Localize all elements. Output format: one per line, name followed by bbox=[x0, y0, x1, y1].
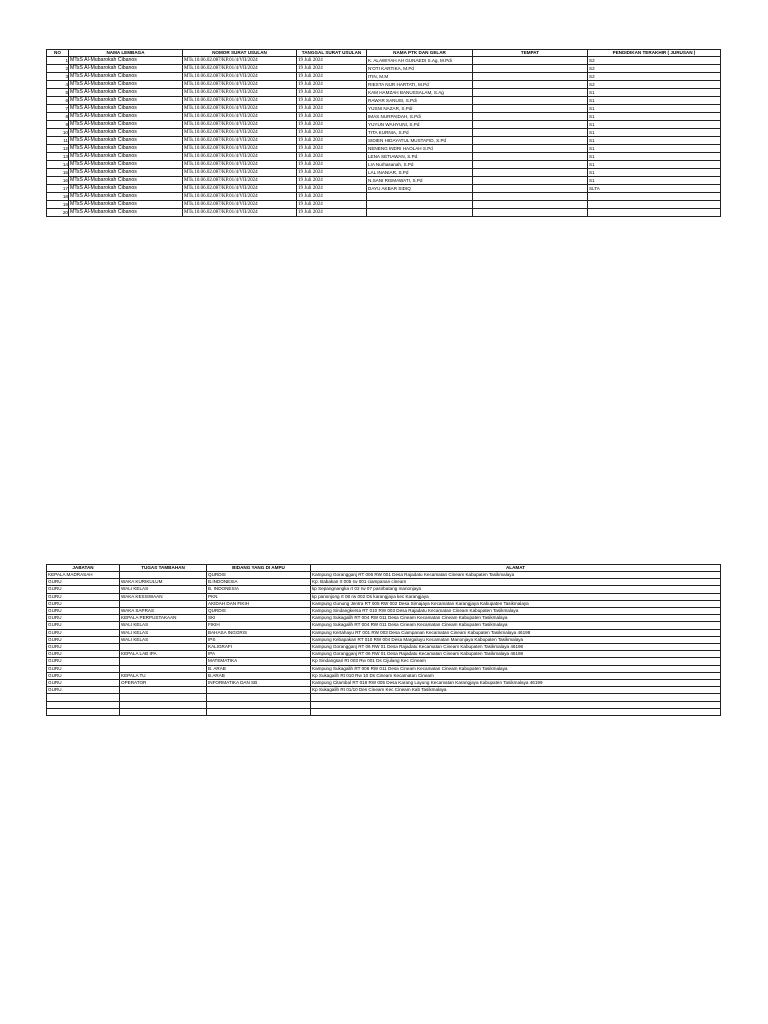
cell-tugas-tambahan: WAKA SAPRAS bbox=[120, 608, 207, 615]
cell-no: 10 bbox=[47, 129, 69, 137]
cell-nama-lembaga: MTsS Al-Mubarokah Cibanos bbox=[69, 137, 183, 145]
cell-jabatan bbox=[47, 694, 120, 701]
cell-jabatan: GURU bbox=[47, 629, 120, 636]
col-header-bidang: BIDANG YANG DI AMPU bbox=[207, 565, 311, 572]
cell-bidang bbox=[207, 701, 311, 708]
ptk-usulan-table bbox=[46, 49, 721, 217]
jabatan-table-body bbox=[47, 572, 721, 716]
table-row bbox=[47, 658, 721, 665]
cell-tugas-tambahan: KEPALA PERPUSTAKAAN bbox=[120, 615, 207, 622]
col-header-tempat: TEMPAT bbox=[473, 50, 588, 57]
cell-nama-ptk: YUSNI NAZAR, S.Pdi bbox=[367, 105, 473, 113]
table-row bbox=[47, 572, 721, 579]
col-header-alamat: ALAMAT bbox=[311, 565, 721, 572]
cell-nomor-surat: MTs.10.06.02.087/KP.01/4/VII/2024 bbox=[183, 113, 297, 121]
cell-nomor-surat: MTs.10.06.02.087/KP.01/4/VII/2024 bbox=[183, 185, 297, 193]
cell-nama-ptk: RIESTA NUR HARTATI, M.Pd bbox=[367, 81, 473, 89]
table-row bbox=[47, 145, 721, 153]
cell-tempat bbox=[473, 201, 588, 209]
col-header-nomor-surat: NOMOR SURAT USULAN bbox=[183, 50, 297, 57]
cell-nama-lembaga: MTsS Al-Mubarokah Cibanos bbox=[69, 105, 183, 113]
table-row bbox=[47, 644, 721, 651]
cell-no: 15 bbox=[47, 169, 69, 177]
cell-tanggal-surat: 19 Juli 2024 bbox=[297, 161, 367, 169]
cell-tempat bbox=[473, 209, 588, 217]
cell-pendidikan: S1 bbox=[588, 113, 721, 121]
col-header-tanggal-surat: TANGGAL SURAT USULAN bbox=[297, 50, 367, 57]
cell-bidang: IPS bbox=[207, 636, 311, 643]
table-row bbox=[47, 665, 721, 672]
cell-tempat bbox=[473, 105, 588, 113]
table-row bbox=[47, 137, 721, 145]
cell-jabatan: GURU bbox=[47, 658, 120, 665]
cell-tugas-tambahan: WALI KELAS bbox=[120, 586, 207, 593]
cell-tanggal-surat: 19 Juli 2024 bbox=[297, 81, 367, 89]
cell-nomor-surat: MTs.10.06.02.087/KP.01/4/VII/2024 bbox=[183, 89, 297, 97]
cell-jabatan: GURU bbox=[47, 636, 120, 643]
cell-tanggal-surat: 19 Juli 2024 bbox=[297, 169, 367, 177]
cell-bidang: MATEMATIKA bbox=[207, 658, 311, 665]
cell-tugas-tambahan: KEPALA TU bbox=[120, 672, 207, 679]
cell-no: 14 bbox=[47, 161, 69, 169]
cell-pendidikan: S1 bbox=[588, 89, 721, 97]
cell-nama-ptk bbox=[367, 193, 473, 201]
cell-tanggal-surat: 19 Juli 2024 bbox=[297, 73, 367, 81]
cell-jabatan: GURU bbox=[47, 579, 120, 586]
table-row bbox=[47, 65, 721, 73]
cell-tempat bbox=[473, 185, 588, 193]
table-row bbox=[47, 687, 721, 694]
cell-pendidikan: S2 bbox=[588, 65, 721, 73]
table-row bbox=[47, 593, 721, 600]
cell-alamat: Kampung Sukagalih RT 004 RW 011 Desa Cineam Kecamatan Cineam Kabupaten Tasikmalaya bbox=[311, 622, 721, 629]
cell-nomor-surat: MTs.10.06.02.087/KP.01/4/VII/2024 bbox=[183, 129, 297, 137]
table-row bbox=[47, 185, 721, 193]
table-row bbox=[47, 193, 721, 201]
cell-bidang: B.INDONESIA bbox=[207, 579, 311, 586]
cell-no: 7 bbox=[47, 105, 69, 113]
cell-nomor-surat: MTs.10.06.02.087/KP.01/4/VII/2024 bbox=[183, 105, 297, 113]
cell-pendidikan: S1 bbox=[588, 169, 721, 177]
cell-tempat bbox=[473, 193, 588, 201]
cell-bidang: IPA bbox=[207, 651, 311, 658]
cell-no: 12 bbox=[47, 145, 69, 153]
cell-nomor-surat: MTs.10.06.02.087/KP.01/4/VII/2024 bbox=[183, 81, 297, 89]
cell-pendidikan: S1 bbox=[588, 161, 721, 169]
cell-tempat bbox=[473, 169, 588, 177]
cell-tempat bbox=[473, 137, 588, 145]
cell-no: 17 bbox=[47, 185, 69, 193]
cell-nama-lembaga: MTsS Al-Mubarokah Cibanos bbox=[69, 97, 183, 105]
cell-bidang: B. INDONESIA bbox=[207, 586, 311, 593]
cell-tugas-tambahan bbox=[120, 658, 207, 665]
cell-tempat bbox=[473, 57, 588, 65]
cell-nama-ptk bbox=[367, 209, 473, 217]
cell-bidang bbox=[207, 694, 311, 701]
cell-alamat: Kampung Gorangganj RT 006 RW 001 Desa Rajadatu Kecamatan Cineam Kabupaten Tasikmalaya bbox=[311, 572, 721, 579]
cell-tugas-tambahan bbox=[120, 708, 207, 715]
cell-tanggal-surat: 19 Juli 2024 bbox=[297, 121, 367, 129]
cell-tanggal-surat: 19 Juli 2024 bbox=[297, 97, 367, 105]
cell-pendidikan: S1 bbox=[588, 105, 721, 113]
cell-bidang: INFORMATIKA DAN SB bbox=[207, 680, 311, 687]
cell-no: 18 bbox=[47, 193, 69, 201]
table-row bbox=[47, 579, 721, 586]
cell-jabatan: GURU bbox=[47, 593, 120, 600]
cell-pendidikan bbox=[588, 209, 721, 217]
cell-jabatan bbox=[47, 708, 120, 715]
cell-nomor-surat: MTs.10.06.02.087/KP.01/4/VII/2024 bbox=[183, 65, 297, 73]
cell-nama-ptk: NENENG INDRI HAOLAH S.Pd bbox=[367, 145, 473, 153]
cell-tugas-tambahan bbox=[120, 572, 207, 579]
cell-tanggal-surat: 19 Juli 2024 bbox=[297, 193, 367, 201]
cell-tugas-tambahan: OPERATOR bbox=[120, 680, 207, 687]
cell-nomor-surat: MTs.10.06.02.087/KP.01/4/VII/2024 bbox=[183, 161, 297, 169]
cell-nama-lembaga: MTsS Al-Mubarokah Cibanos bbox=[69, 201, 183, 209]
cell-nama-ptk: N.SANI RISMAWATI, S.Pd bbox=[367, 177, 473, 185]
cell-alamat: Kampung Kebapakan RT 010 RW 004 Desa Margaluyu Kecamatan Manonjaya Kabupaten Tasikmalaya bbox=[311, 636, 721, 643]
cell-tanggal-surat: 19 Juli 2024 bbox=[297, 201, 367, 209]
table-row bbox=[47, 672, 721, 679]
cell-no: 11 bbox=[47, 137, 69, 145]
table-row bbox=[47, 113, 721, 121]
cell-bidang: KALIGRAFI bbox=[207, 644, 311, 651]
cell-alamat: Kp Sukagalih Rt 010 Rw 10 Ds Cineam Kecamatan Cineam bbox=[311, 672, 721, 679]
cell-nama-lembaga: MTsS Al-Mubarokah Cibanos bbox=[69, 145, 183, 153]
table-row bbox=[47, 651, 721, 658]
cell-nomor-surat: MTs.10.06.02.087/KP.01/4/VII/2024 bbox=[183, 121, 297, 129]
cell-alamat bbox=[311, 694, 721, 701]
cell-tugas-tambahan: WALI KELAS bbox=[120, 622, 207, 629]
cell-tanggal-surat: 19 Juli 2024 bbox=[297, 129, 367, 137]
table-row bbox=[47, 169, 721, 177]
cell-nama-ptk bbox=[367, 201, 473, 209]
cell-alamat: Kampung Sindangkersa RT 010 RW 003 Desa Rajadatu Kecamatan Cineam Kabupaten Tasikmalaya bbox=[311, 608, 721, 615]
cell-tugas-tambahan bbox=[120, 644, 207, 651]
cell-nama-ptk: KAM HAMZAH BANUSSALAM, S.Ag bbox=[367, 89, 473, 97]
cell-jabatan: GURU bbox=[47, 622, 120, 629]
cell-tanggal-surat: 19 Juli 2024 bbox=[297, 137, 367, 145]
cell-alamat bbox=[311, 708, 721, 715]
cell-no: 4 bbox=[47, 81, 69, 89]
cell-tanggal-surat: 19 Juli 2024 bbox=[297, 185, 367, 193]
cell-nama-lembaga: MTsS Al-Mubarokah Cibanos bbox=[69, 129, 183, 137]
cell-no: 20 bbox=[47, 209, 69, 217]
cell-jabatan: GURU bbox=[47, 644, 120, 651]
cell-bidang: B. ARAB bbox=[207, 665, 311, 672]
cell-nama-lembaga: MTsS Al-Mubarokah Cibanos bbox=[69, 89, 183, 97]
table-row bbox=[47, 694, 721, 701]
table-row bbox=[47, 615, 721, 622]
cell-alamat: Kp Sindangsari Rt 003 Rw 001 Ds Cijulang Kec Cineam bbox=[311, 658, 721, 665]
cell-no: 9 bbox=[47, 121, 69, 129]
cell-nama-lembaga: MTsS Al-Mubarokah Cibanos bbox=[69, 65, 183, 73]
cell-tanggal-surat: 19 Juli 2024 bbox=[297, 105, 367, 113]
cell-bidang: PKN bbox=[207, 593, 311, 600]
cell-jabatan: GURU bbox=[47, 600, 120, 607]
cell-nomor-surat: MTs.10.06.02.087/KP.01/4/VII/2024 bbox=[183, 145, 297, 153]
cell-nama-lembaga: MTsS Al-Mubarokah Cibanos bbox=[69, 121, 183, 129]
cell-tugas-tambahan bbox=[120, 694, 207, 701]
cell-nama-ptk: LENA SETIAWAN, S.Pd bbox=[367, 153, 473, 161]
cell-tempat bbox=[473, 145, 588, 153]
col-header-pendidikan: PENDIDIKAN TERAKHIR ( JURUSAN ) bbox=[588, 50, 721, 57]
cell-tugas-tambahan bbox=[120, 701, 207, 708]
cell-tempat bbox=[473, 73, 588, 81]
cell-nama-lembaga: MTsS Al-Mubarokah Cibanos bbox=[69, 185, 183, 193]
cell-jabatan: GURU bbox=[47, 586, 120, 593]
cell-pendidikan: S2 bbox=[588, 81, 721, 89]
cell-nama-ptk: TITA KURNIA, S.Pd bbox=[367, 129, 473, 137]
cell-nama-ptk: LIA Nurhasanah, S.Pd bbox=[367, 161, 473, 169]
cell-tempat bbox=[473, 113, 588, 121]
table-row bbox=[47, 600, 721, 607]
cell-nama-lembaga: MTsS Al-Mubarokah Cibanos bbox=[69, 81, 183, 89]
cell-no: 13 bbox=[47, 153, 69, 161]
cell-nomor-surat: MTs.10.06.02.087/KP.01/4/VII/2024 bbox=[183, 97, 297, 105]
cell-bidang: SKI bbox=[207, 615, 311, 622]
col-header-nama-lembaga: NAMA LEMBAGA bbox=[69, 50, 183, 57]
cell-no: 3 bbox=[47, 73, 69, 81]
cell-nama-ptk: RAWAR SANUSI, S.Pdi bbox=[367, 97, 473, 105]
cell-no: 8 bbox=[47, 113, 69, 121]
table-row bbox=[47, 622, 721, 629]
table-row bbox=[47, 89, 721, 97]
cell-bidang: QURDIS bbox=[207, 572, 311, 579]
cell-nama-lembaga: MTsS Al-Mubarokah Cibanos bbox=[69, 177, 183, 185]
cell-nama-ptk: SIDIEN HIDAYATUL MUSTAFID, S.Pd bbox=[367, 137, 473, 145]
cell-pendidikan: S2 bbox=[588, 57, 721, 65]
cell-alamat bbox=[311, 701, 721, 708]
cell-alamat: kp Sepangnangka rt 02 rw 07 pasirbatang manonjaya bbox=[311, 586, 721, 593]
cell-pendidikan bbox=[588, 193, 721, 201]
cell-pendidikan: S1 bbox=[588, 97, 721, 105]
cell-tanggal-surat: 19 Juli 2024 bbox=[297, 145, 367, 153]
cell-nama-lembaga: MTsS Al-Mubarokah Cibanos bbox=[69, 169, 183, 177]
cell-alamat: Kampung Sukagalih RT 004 RW 011 Desa Cineam Kecamatan Cineam Kabupaten Tasikmalaya bbox=[311, 615, 721, 622]
cell-bidang: AKIDAH DAN FIKIH bbox=[207, 600, 311, 607]
cell-pendidikan: S1 bbox=[588, 129, 721, 137]
cell-alamat: Kampung Sukagalih RT 006 RW 011 Desa Cineam Kecamatan Cineam Kabupaten Tasikmalaya bbox=[311, 665, 721, 672]
table-row bbox=[47, 680, 721, 687]
cell-tugas-tambahan: WAKA KURIKULUM bbox=[120, 579, 207, 586]
cell-jabatan: GURU bbox=[47, 608, 120, 615]
table-row bbox=[47, 129, 721, 137]
cell-tempat bbox=[473, 89, 588, 97]
table-row bbox=[47, 57, 721, 65]
cell-tanggal-surat: 19 Juli 2024 bbox=[297, 89, 367, 97]
cell-bidang: BAHASA INGGRIS bbox=[207, 629, 311, 636]
cell-tanggal-surat: 19 Juli 2024 bbox=[297, 177, 367, 185]
table-row bbox=[47, 701, 721, 708]
cell-jabatan: GURU bbox=[47, 615, 120, 622]
table-row bbox=[47, 201, 721, 209]
table-header-row bbox=[47, 50, 721, 57]
col-header-no: NO bbox=[47, 50, 69, 57]
cell-no: 19 bbox=[47, 201, 69, 209]
cell-alamat: Kampung Gunung Jentra RT 005 RW 002 Desa Sirnajaya Kecamatan Karangjaya Kabupaten Tasikmalaya bbox=[311, 600, 721, 607]
cell-tempat bbox=[473, 153, 588, 161]
cell-tanggal-surat: 19 Juli 2024 bbox=[297, 209, 367, 217]
cell-jabatan: GURU bbox=[47, 687, 120, 694]
cell-tanggal-surat: 19 Juli 2024 bbox=[297, 65, 367, 73]
cell-no: 16 bbox=[47, 177, 69, 185]
cell-no: 1 bbox=[47, 57, 69, 65]
cell-nama-ptk: N'OTI KARTIKA, M.Pd bbox=[367, 65, 473, 73]
cell-pendidikan: S1 bbox=[588, 177, 721, 185]
cell-bidang bbox=[207, 687, 311, 694]
cell-bidang: B.ARAB bbox=[207, 672, 311, 679]
cell-tugas-tambahan: WALI KELAS bbox=[120, 636, 207, 643]
cell-nomor-surat: MTs.10.06.02.087/KP.01/4/VII/2024 bbox=[183, 209, 297, 217]
table-row bbox=[47, 209, 721, 217]
cell-no: 2 bbox=[47, 65, 69, 73]
cell-pendidikan: S1 bbox=[588, 137, 721, 145]
cell-nama-ptk: LAL INANIAR, S.Pd bbox=[367, 169, 473, 177]
cell-alamat: Kampung Citambal RT 019 RW 005 Desa Karang Layung Kecamatan Karangjaya Kabupaten Tasikmalaya 46199 bbox=[311, 680, 721, 687]
table-row bbox=[47, 105, 721, 113]
cell-nama-lembaga: MTsS Al-Mubarokah Cibanos bbox=[69, 57, 183, 65]
table-row bbox=[47, 97, 721, 105]
cell-tugas-tambahan: WAKA KESISWAAN bbox=[120, 593, 207, 600]
col-header-tugas-tambahan: TUGAS TAMBAHAN bbox=[120, 565, 207, 572]
cell-nama-lembaga: MTsS Al-Mubarokah Cibanos bbox=[69, 73, 183, 81]
cell-jabatan: GURU bbox=[47, 680, 120, 687]
cell-bidang: FIKIH bbox=[207, 622, 311, 629]
cell-nomor-surat: MTs.10.06.02.087/KP.01/4/VII/2024 bbox=[183, 153, 297, 161]
cell-pendidikan: S2 bbox=[588, 73, 721, 81]
table-row bbox=[47, 629, 721, 636]
table-row bbox=[47, 177, 721, 185]
cell-alamat: Kampung Gorangganj RT 06 RW 01 Desa Rajadatu Kecamatan Cineam Kabupaten Tasikmalaya 46198 bbox=[311, 644, 721, 651]
cell-jabatan: GURU bbox=[47, 672, 120, 679]
ptk-usulan-table-body bbox=[47, 57, 721, 217]
table-row bbox=[47, 586, 721, 593]
table-row bbox=[47, 636, 721, 643]
table-row bbox=[47, 153, 721, 161]
cell-nomor-surat: MTs.10.06.02.087/KP.01/4/VII/2024 bbox=[183, 137, 297, 145]
cell-alamat: Kp. Babakan rt 005 rw 001 ciampanan cineam bbox=[311, 579, 721, 586]
table-header-row bbox=[47, 565, 721, 572]
cell-pendidikan: S1 bbox=[588, 121, 721, 129]
cell-tugas-tambahan bbox=[120, 665, 207, 672]
cell-tugas-tambahan: WALI KELAS bbox=[120, 629, 207, 636]
cell-tempat bbox=[473, 97, 588, 105]
col-header-jabatan: JABATAN bbox=[47, 565, 120, 572]
cell-alamat: kp panonjong rt 08 rw 002 Ds karangjaya kec Karangjaya bbox=[311, 593, 721, 600]
table-row bbox=[47, 73, 721, 81]
cell-jabatan: GURU bbox=[47, 665, 120, 672]
cell-alamat: Kampung Gorangganj RT 06 RW 01 Desa Rajadatu Kecamatan Cineam Kabupaten Tasikmalaya 46198 bbox=[311, 651, 721, 658]
cell-nomor-surat: MTs.10.06.02.087/KP.01/4/VII/2024 bbox=[183, 201, 297, 209]
table-row bbox=[47, 121, 721, 129]
cell-nomor-surat: MTs.10.06.02.087/KP.01/4/VII/2024 bbox=[183, 193, 297, 201]
cell-nama-ptk: YUYUN WAHYUNI, S.Pd bbox=[367, 121, 473, 129]
table-row bbox=[47, 608, 721, 615]
cell-nama-ptk: ITIN, M.M bbox=[367, 73, 473, 81]
cell-nomor-surat: MTs.10.06.02.087/KP.01/4/VII/2024 bbox=[183, 177, 297, 185]
cell-alamat: Kp Sukagalih Rt 01/10 Des Cineam Kec Cineam Kab Tasikmalaya bbox=[311, 687, 721, 694]
table-row bbox=[47, 708, 721, 715]
cell-tugas-tambahan bbox=[120, 687, 207, 694]
cell-tanggal-surat: 19 Juli 2024 bbox=[297, 113, 367, 121]
cell-tempat bbox=[473, 177, 588, 185]
cell-tugas-tambahan: KEPALA LAB IPA bbox=[120, 651, 207, 658]
cell-bidang: QURDIS bbox=[207, 608, 311, 615]
cell-nama-ptk: K. ALAWIYAH AH GUNAEDI S.Ag, M.Pdi bbox=[367, 57, 473, 65]
cell-nama-lembaga: MTsS Al-Mubarokah Cibanos bbox=[69, 161, 183, 169]
cell-tanggal-surat: 19 Juli 2024 bbox=[297, 153, 367, 161]
cell-nama-ptk: IMAS NURPAIDAH, S.Pdi bbox=[367, 113, 473, 121]
cell-pendidikan bbox=[588, 201, 721, 209]
cell-pendidikan: S1 bbox=[588, 153, 721, 161]
cell-tugas-tambahan bbox=[120, 600, 207, 607]
table-row bbox=[47, 81, 721, 89]
cell-tempat bbox=[473, 121, 588, 129]
cell-nomor-surat: MTs.10.06.02.087/KP.01/4/VII/2024 bbox=[183, 73, 297, 81]
cell-nomor-surat: MTs.10.06.02.087/KP.01/4/VII/2024 bbox=[183, 57, 297, 65]
cell-jabatan: KEPALA MADRASAH bbox=[47, 572, 120, 579]
cell-nama-lembaga: MTsS Al-Mubarokah Cibanos bbox=[69, 209, 183, 217]
jabatan-table bbox=[46, 564, 721, 716]
cell-nama-lembaga: MTsS Al-Mubarokah Cibanos bbox=[69, 193, 183, 201]
table-row bbox=[47, 161, 721, 169]
cell-nomor-surat: MTs.10.06.02.087/KP.01/4/VII/2024 bbox=[183, 169, 297, 177]
col-header-nama-ptk: NAMA PTK DAN GELAR bbox=[367, 50, 473, 57]
cell-tanggal-surat: 19 Juli 2024 bbox=[297, 57, 367, 65]
cell-no: 6 bbox=[47, 97, 69, 105]
cell-nama-lembaga: MTsS Al-Mubarokah Cibanos bbox=[69, 153, 183, 161]
cell-tempat bbox=[473, 129, 588, 137]
cell-tempat bbox=[473, 81, 588, 89]
cell-pendidikan: S1 bbox=[588, 145, 721, 153]
cell-no: 5 bbox=[47, 89, 69, 97]
cell-tempat bbox=[473, 161, 588, 169]
cell-nama-ptk: DAYU AKBAR SIDIQ bbox=[367, 185, 473, 193]
cell-nama-lembaga: MTsS Al-Mubarokah Cibanos bbox=[69, 113, 183, 121]
cell-bidang bbox=[207, 708, 311, 715]
cell-tempat bbox=[473, 65, 588, 73]
cell-alamat: Kampung Kertahayu RT 001 RW 003 Desa Ciampanan Kecamatan Cineam Kabupaten Tasikmalaya 46198 bbox=[311, 629, 721, 636]
cell-jabatan: GURU bbox=[47, 651, 120, 658]
cell-jabatan bbox=[47, 701, 120, 708]
cell-pendidikan: SLTA bbox=[588, 185, 721, 193]
